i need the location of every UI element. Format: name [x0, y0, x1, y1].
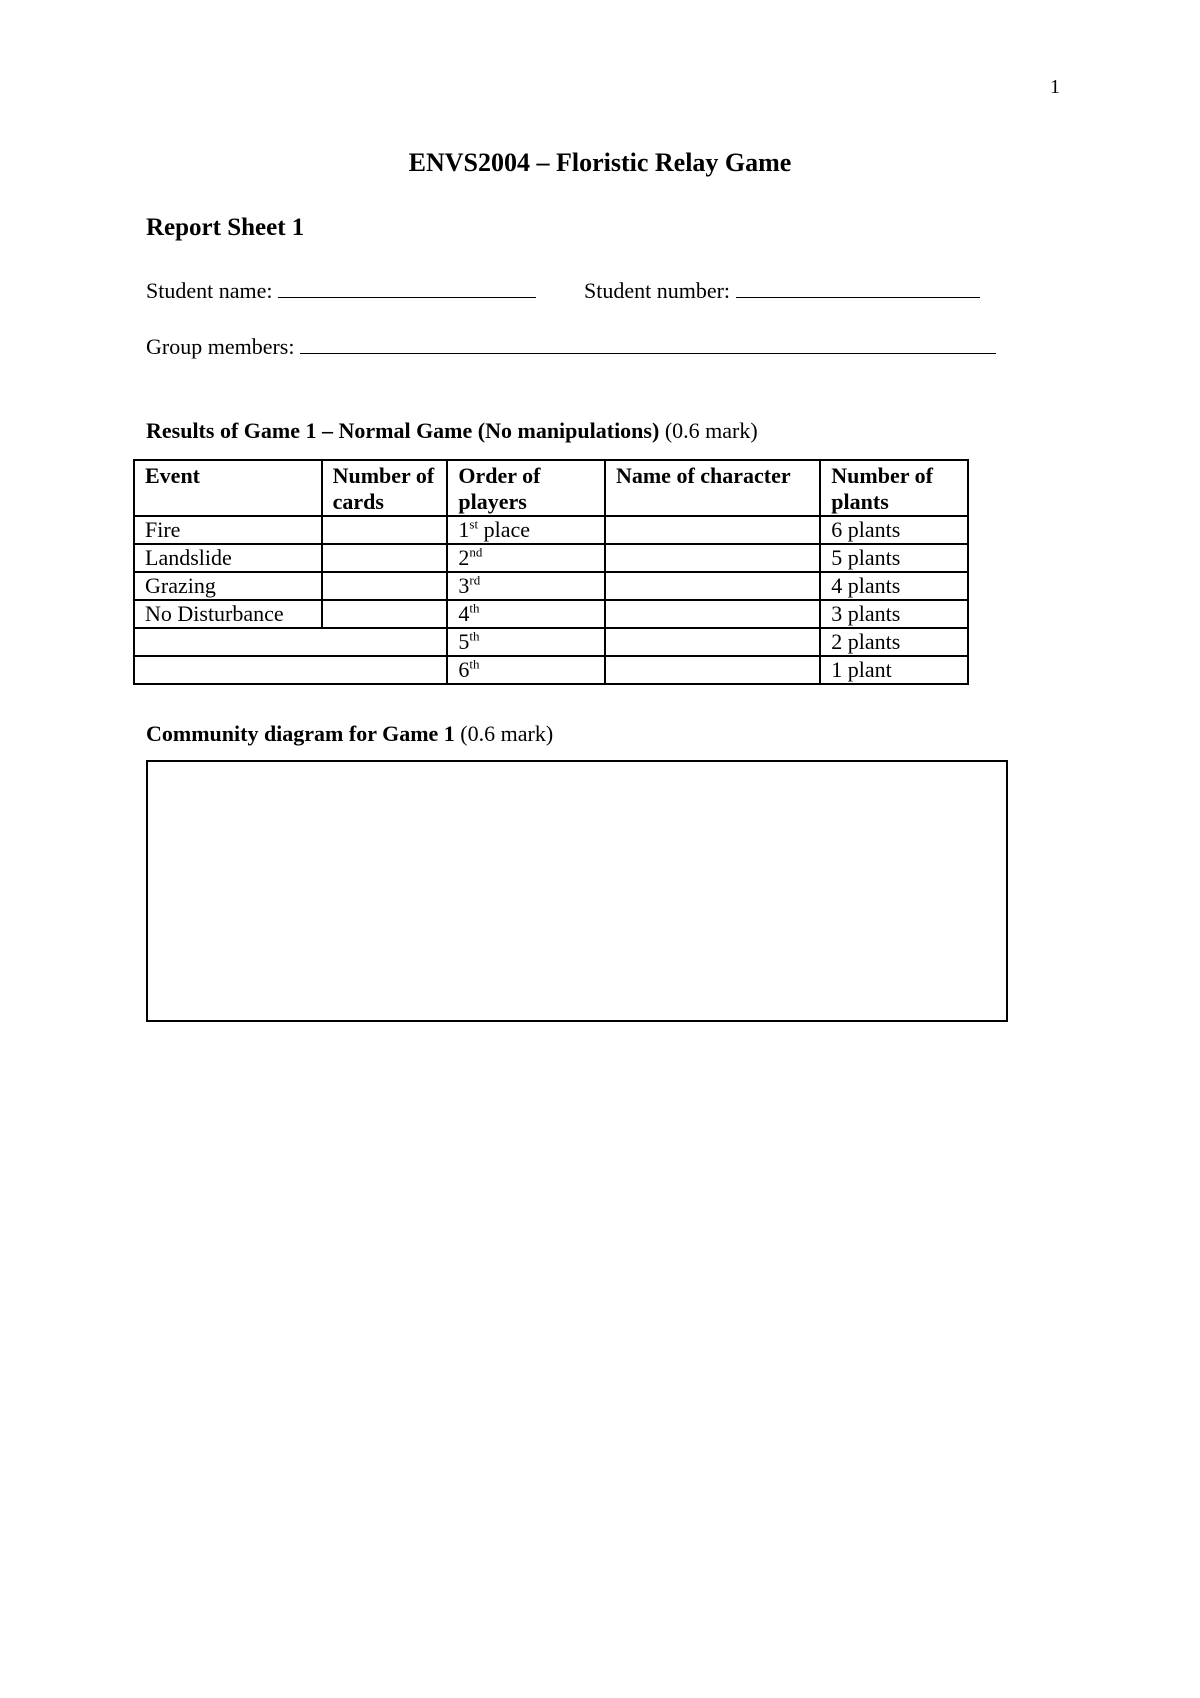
order-number: 4	[458, 601, 470, 626]
plants-cell: 6 plants	[820, 516, 968, 544]
order-suffix-sup: nd	[469, 544, 483, 560]
order-suffix-sup: th	[469, 628, 480, 644]
order-number: 6	[458, 657, 470, 682]
character-cell[interactable]	[605, 544, 820, 572]
header-number-of-plants: Number of plants	[820, 460, 968, 516]
order-cell	[447, 656, 605, 684]
document-title: ENVS2004 – Floristic Relay Game	[408, 148, 792, 177]
header-order-of-players: Order of players	[447, 460, 605, 516]
event-cell: Grazing	[134, 572, 322, 600]
results-heading-text: Results of Game 1 – Normal Game (No manipulations)	[146, 418, 660, 443]
plants-cell: 4 plants	[820, 572, 968, 600]
table-row	[134, 516, 968, 544]
order-suffix-sup: th	[469, 656, 480, 672]
order-suffix-sup: rd	[469, 572, 481, 588]
table-row	[134, 544, 968, 572]
cards-cell[interactable]	[322, 572, 448, 600]
community-diagram-box[interactable]	[146, 760, 1008, 1022]
results-header-row	[134, 460, 968, 516]
table-row	[134, 600, 968, 628]
order-suffix-text: place	[478, 517, 530, 542]
character-cell[interactable]	[605, 572, 820, 600]
group-members-line	[146, 334, 996, 360]
plants-cell: 1 plant	[820, 656, 968, 684]
order-suffix-sup: st	[469, 516, 479, 532]
cards-cell[interactable]	[322, 516, 448, 544]
table-row	[134, 628, 968, 656]
student-name-label: Student name:	[146, 278, 273, 303]
event-cell: Fire	[134, 516, 322, 544]
group-members-label: Group members:	[146, 334, 295, 359]
student-number-field[interactable]	[736, 279, 980, 298]
order-number: 2	[458, 545, 470, 570]
student-name-line	[146, 278, 536, 304]
header-number-of-cards: Number of cards	[322, 460, 448, 516]
diagram-heading-text: Community diagram for Game 1	[146, 721, 455, 746]
header-event: Event	[134, 460, 322, 516]
empty-event-cell	[134, 656, 447, 684]
empty-event-cell	[134, 628, 447, 656]
order-number: 1	[458, 517, 470, 542]
diagram-heading	[146, 721, 553, 747]
plants-cell: 5 plants	[820, 544, 968, 572]
report-sheet-title: Report Sheet 1	[146, 214, 305, 241]
order-number: 5	[458, 629, 470, 654]
order-cell	[447, 544, 605, 572]
character-cell[interactable]	[605, 600, 820, 628]
student-number-line	[584, 278, 980, 304]
order-cell	[447, 628, 605, 656]
order-cell	[447, 600, 605, 628]
event-cell: No Disturbance	[134, 600, 322, 628]
table-row	[134, 656, 968, 684]
event-cell: Landslide	[134, 544, 322, 572]
results-heading	[146, 418, 758, 444]
results-heading-mark: (0.6 mark)	[664, 418, 758, 443]
character-cell[interactable]	[605, 516, 820, 544]
order-cell	[447, 572, 605, 600]
cards-cell[interactable]	[322, 544, 448, 572]
student-name-field[interactable]	[278, 279, 536, 298]
page-number: 1	[1050, 76, 1060, 98]
character-cell[interactable]	[605, 656, 820, 684]
student-number-label: Student number:	[584, 278, 731, 303]
table-row	[134, 572, 968, 600]
plants-cell: 3 plants	[820, 600, 968, 628]
header-name-of-character: Name of character	[605, 460, 820, 516]
cards-cell[interactable]	[322, 600, 448, 628]
diagram-heading-mark: (0.6 mark)	[460, 721, 554, 746]
results-table	[133, 459, 969, 685]
order-cell	[447, 516, 605, 544]
character-cell[interactable]	[605, 628, 820, 656]
order-suffix-sup: th	[469, 600, 480, 616]
group-members-field[interactable]	[300, 335, 996, 354]
order-number: 3	[458, 573, 470, 598]
plants-cell: 2 plants	[820, 628, 968, 656]
